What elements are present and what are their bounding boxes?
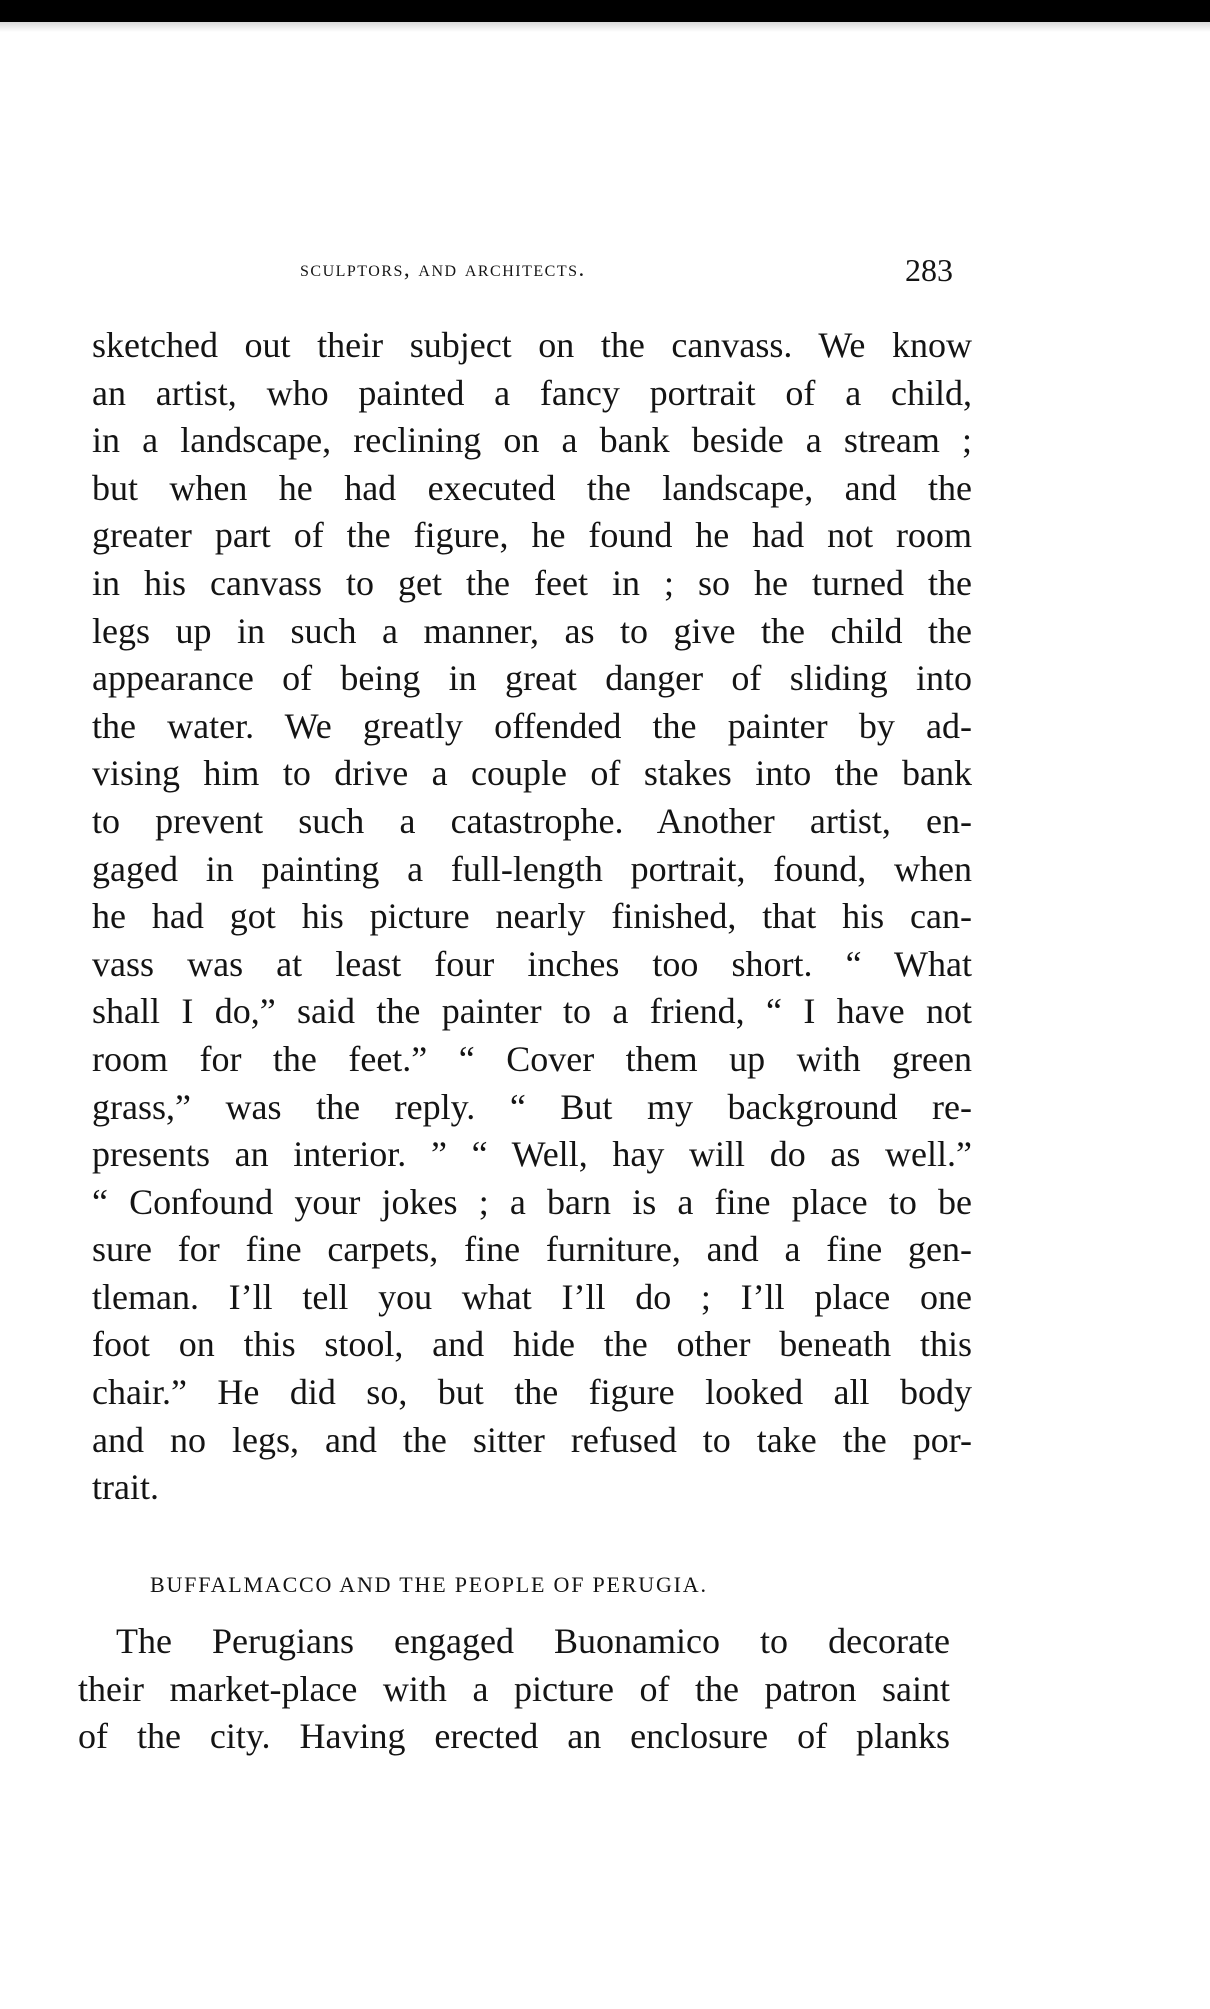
text-line: in a landscape, reclining on a bank beside a stream ; (92, 420, 972, 461)
text-line: “ Confound your jokes ; a barn is a fine place to be (92, 1181, 972, 1222)
text-line: and no legs, and the sitter refused to take the por- (92, 1419, 972, 1460)
text-line: an artist, who painted a fancy portrait of a child, (92, 372, 972, 413)
section-heading: BUFFALMACCO AND THE PEOPLE OF PERUGIA. (150, 1572, 708, 1597)
text-line: to prevent such a catastrophe. Another artist, en- (92, 800, 972, 841)
text-line: he had got his picture nearly finished, that his can- (92, 896, 972, 937)
running-head: sculptors, and architects. (300, 256, 586, 281)
text-line: legs up in such a manner, as to give the child the (92, 610, 972, 651)
text-line: grass,” was the reply. “ But my background re- (92, 1086, 972, 1127)
text-line: of the city. Having erected an enclosure of planks (78, 1716, 950, 1757)
text-line: greater part of the figure, he found he had not room (92, 515, 972, 556)
page-number: 283 (905, 252, 953, 288)
body-paragraph (92, 322, 972, 1512)
text-line: but when he had executed the landscape, and the (92, 467, 972, 508)
text-line: room for the feet.” “ Cover them up with green (92, 1038, 972, 1079)
text-line: vising him to drive a couple of stakes into the bank (92, 753, 972, 794)
page-top-shadow (0, 22, 1210, 32)
text-line: sketched out their subject on the canvass. We know (92, 325, 972, 365)
text-line: presents an interior. ” “ Well, hay will do as well.” (92, 1134, 972, 1175)
text-line: shall I do,” said the painter to a friend, “ I have not (92, 991, 972, 1032)
text-line: tleman. I’ll tell you what I’ll do ; I’ll place one (92, 1276, 972, 1317)
text-line: trait. (92, 1467, 159, 1508)
text-line: the water. We greatly offended the painter by ad- (92, 705, 972, 746)
text-line: sure for fine carpets, fine furniture, and a fine gen- (92, 1229, 972, 1270)
text-line: their market-place with a picture of the patron saint (78, 1668, 950, 1709)
text-line: foot on this stool, and hide the other beneath this (92, 1324, 972, 1365)
text-line: The Perugians engaged Buonamico to decorate (116, 1621, 950, 1661)
text-line: gaged in painting a full-length portrait, found, when (92, 848, 972, 889)
page-top-edge (0, 0, 1210, 22)
text-line: vass was at least four inches too short. “ What (92, 943, 972, 984)
text-line: in his canvass to get the feet in ; so he turned the (92, 562, 972, 603)
text-line: chair.” He did so, but the figure looked all body (92, 1372, 972, 1413)
section-paragraph (78, 1618, 950, 1761)
text-line: appearance of being in great danger of sliding into (92, 658, 972, 699)
